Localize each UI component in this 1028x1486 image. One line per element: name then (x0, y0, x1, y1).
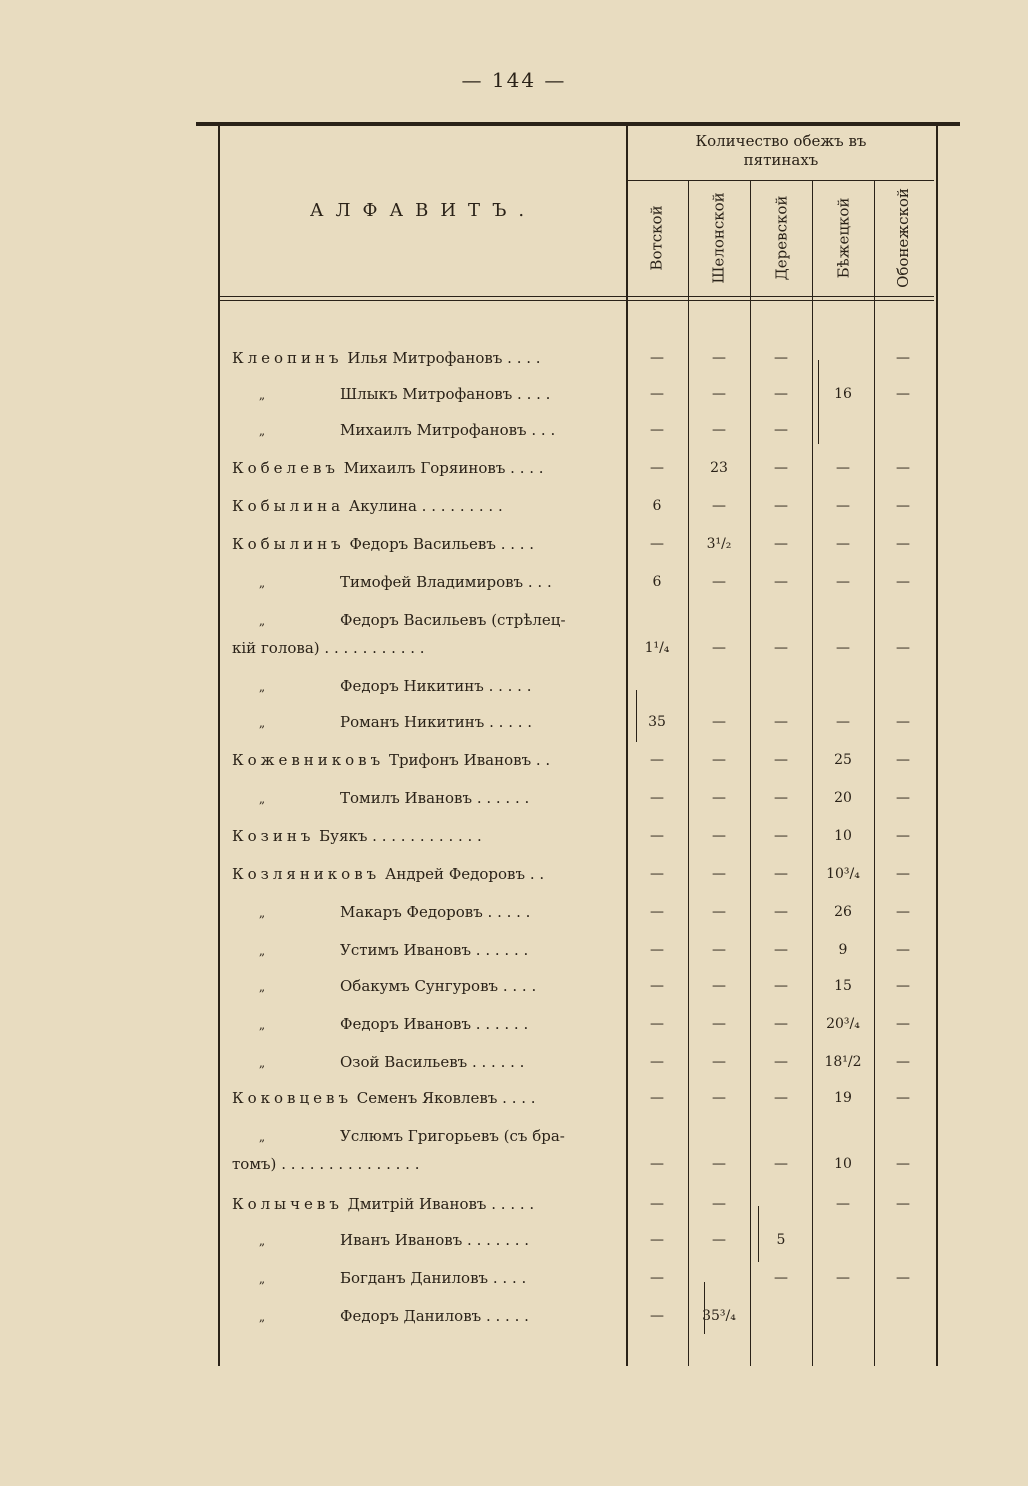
table-cell: — (650, 1156, 664, 1172)
table-cell: — (774, 422, 788, 438)
surname: Кожевниковъ (232, 751, 385, 769)
table-cell: — (712, 1156, 726, 1172)
table-cell: — (896, 574, 910, 590)
table-cell: — (896, 386, 910, 402)
table-cell: 20³/₄ (826, 1016, 860, 1032)
table-cell (875, 674, 931, 698)
leader-dots: . . . . (510, 459, 544, 477)
table-cell: — (712, 714, 726, 730)
leader-dots: . . . . . . (475, 1015, 529, 1033)
table-row (232, 710, 532, 734)
table-row (232, 974, 536, 998)
table-cell: 9 (838, 942, 848, 958)
table-cell: 1¹/₄ (644, 640, 670, 656)
leader-dots: . . . . . . . . . . . (324, 639, 425, 657)
given-name: томъ) (232, 1155, 277, 1173)
table-cell: — (712, 640, 726, 656)
table-row (232, 862, 544, 886)
table-cell: — (712, 866, 726, 882)
surname: Кобылинъ (232, 535, 345, 553)
given-name: Федоръ Васильевъ (стрѣлец- (340, 611, 566, 629)
quantity-header (628, 132, 934, 170)
table-cell: — (712, 978, 726, 994)
ditto-mark: „ (258, 576, 266, 590)
leader-dots: . . . . . . . . . (421, 497, 503, 515)
table-cell: — (896, 714, 910, 730)
table-cell: — (650, 350, 664, 366)
table-cell: — (712, 574, 726, 590)
table-cell: — (774, 350, 788, 366)
table-cell: — (896, 1054, 910, 1070)
table-cell (815, 1228, 871, 1252)
given-name: Обакумъ Сунгуровъ (340, 977, 499, 995)
given-name: Услюмъ Григорьевъ (съ бра- (340, 1127, 565, 1145)
table-cell: — (650, 1196, 664, 1212)
ditto-mark: „ (258, 980, 266, 994)
table-row (232, 1192, 534, 1216)
table-cell: 26 (834, 904, 852, 920)
given-name: кій голова) (232, 639, 320, 657)
table-cell: — (712, 498, 726, 514)
table-cell: 23 (710, 460, 728, 476)
table-cell: — (650, 536, 664, 552)
table-cell: — (896, 1196, 910, 1212)
ditto-mark: „ (258, 906, 266, 920)
table-row (232, 636, 425, 660)
table-cell: — (650, 904, 664, 920)
table-cell: — (774, 460, 788, 476)
given-name: Михаилъ Горяиновъ (343, 459, 506, 477)
table-cell (753, 1124, 809, 1148)
leader-dots: . . . . (502, 977, 537, 995)
table-cell: — (774, 942, 788, 958)
table-row (232, 1152, 419, 1176)
leader-dots: . . . . . (488, 677, 532, 695)
table-cell: — (712, 904, 726, 920)
table-cell (753, 1192, 809, 1216)
table-cell (753, 674, 809, 698)
table-cell (815, 674, 871, 698)
table-cell: — (836, 1270, 850, 1286)
table-cell (691, 1266, 747, 1290)
table-cell: 10 (834, 1156, 852, 1172)
leader-dots: . . . . . (485, 1307, 529, 1325)
column-divider (750, 180, 751, 1366)
table-cell: 19 (834, 1090, 852, 1106)
table-cell: — (774, 574, 788, 590)
table-cell: — (774, 714, 788, 730)
column-header-votskoy: Вотской (648, 205, 666, 271)
ditto-mark: „ (258, 1130, 266, 1144)
leader-dots: . . . . . . (476, 789, 530, 807)
surname: Колычевъ (232, 1195, 343, 1213)
table-cell: — (896, 904, 910, 920)
ditto-mark: „ (258, 792, 266, 806)
table-cell: — (896, 350, 910, 366)
table-cell: — (650, 1016, 664, 1032)
table-cell: — (650, 790, 664, 806)
leader-dots: . . . . . . . (467, 1231, 530, 1249)
given-name: Макаръ Федоровъ (340, 903, 483, 921)
given-name: Андрей Федоровъ (384, 865, 526, 883)
leader-dots: . . . . (500, 535, 535, 553)
ditto-mark: „ (258, 680, 266, 694)
leader-dots: . . . . . . (475, 941, 529, 959)
table-cell: — (774, 498, 788, 514)
table-row (232, 786, 529, 810)
table-row (232, 1228, 529, 1252)
given-name: Дмитрій Ивановъ (347, 1195, 487, 1213)
table-cell: — (896, 866, 910, 882)
leader-dots: . . (529, 865, 545, 883)
table-cell: — (650, 422, 664, 438)
table-cell: — (896, 498, 910, 514)
header-divider (626, 126, 628, 1366)
given-name: Федоръ Ивановъ (340, 1015, 471, 1033)
table-row (232, 1012, 528, 1036)
column-divider (688, 180, 689, 1366)
table-cell: — (712, 386, 726, 402)
table-cell (629, 1124, 685, 1148)
given-name: Акулина (348, 497, 417, 515)
given-name: Тимофей Владимировъ (340, 573, 524, 591)
table-cell: — (650, 942, 664, 958)
leader-dots: . . . (527, 573, 552, 591)
table-cell: — (896, 1270, 910, 1286)
table-row (232, 938, 528, 962)
given-name: Озой Васильевъ (340, 1053, 468, 1071)
ditto-mark: „ (258, 388, 266, 402)
table-cell: — (650, 752, 664, 768)
leader-dots: . . . . . . . . . . . . (372, 827, 482, 845)
quantity-header-line1: Количество обежъ въ (695, 132, 867, 150)
given-name: Шлыкъ Митрофановъ (340, 385, 513, 403)
table-cell: 10³/₄ (826, 866, 860, 882)
table-cell: — (650, 978, 664, 994)
table-cell: — (896, 828, 910, 844)
table-cell (691, 674, 747, 698)
table-cell: — (774, 1054, 788, 1070)
table-cell (815, 1304, 871, 1328)
table-cell: — (650, 828, 664, 844)
table-cell: — (712, 752, 726, 768)
table-cell: — (896, 536, 910, 552)
table-cell: 35³/₄ (702, 1308, 736, 1324)
leader-dots: . . . . . . (471, 1053, 525, 1071)
given-name: Устимъ Ивановъ (340, 941, 472, 959)
given-name: Федоръ Васильевъ (349, 535, 496, 553)
table-cell: — (836, 640, 850, 656)
table-cell: — (712, 350, 726, 366)
quantity-header-line2: пятинахъ (743, 151, 819, 169)
table-cell (875, 1304, 931, 1328)
table-cell: — (774, 790, 788, 806)
page-number: — 144 — (461, 68, 567, 92)
table-row (232, 1124, 565, 1148)
table-cell: — (896, 640, 910, 656)
alphabet-header: АЛФАВИТЪ. (309, 200, 537, 221)
table-cell: — (712, 828, 726, 844)
table-cell (753, 1304, 809, 1328)
table-cell: — (712, 1196, 726, 1212)
table-cell (691, 608, 747, 632)
surname: Кобылина (232, 497, 345, 515)
table-cell: — (650, 1054, 664, 1070)
table-cell: — (836, 498, 850, 514)
table-cell: — (712, 1054, 726, 1070)
leader-dots: . . . (531, 421, 556, 439)
table-cell: — (836, 714, 850, 730)
surname: Козинъ (232, 827, 315, 845)
header-bottom-rule (220, 296, 934, 297)
table-cell: — (896, 752, 910, 768)
table-cell: — (774, 536, 788, 552)
table-cell: — (836, 574, 850, 590)
given-name: Романъ Никитинъ (340, 713, 485, 731)
given-name: Иванъ Ивановъ (340, 1231, 463, 1249)
table-cell (875, 1228, 931, 1252)
table-cell: — (650, 1308, 664, 1324)
table-cell: 6 (652, 498, 662, 514)
table-row (232, 608, 566, 632)
surname: Кобелевъ (232, 459, 339, 477)
table-row (232, 532, 534, 556)
table-frame (218, 126, 938, 1366)
given-name: Трифонъ Ивановъ (388, 751, 532, 769)
table-cell: — (650, 1090, 664, 1106)
leader-dots: . . . . (502, 1089, 536, 1107)
column-divider (812, 180, 813, 1366)
given-name: Михаилъ Митрофановъ (340, 421, 527, 439)
table-cell (815, 1124, 871, 1148)
table-cell: — (896, 1090, 910, 1106)
quantity-subrule (628, 180, 934, 181)
table-cell: — (774, 1016, 788, 1032)
table-cell: — (774, 866, 788, 882)
table-cell (875, 1124, 931, 1148)
table-cell (875, 608, 931, 632)
surname: Клеопинъ (232, 349, 343, 367)
table-cell: — (712, 422, 726, 438)
table-cell: — (774, 1090, 788, 1106)
table-cell: 6 (652, 574, 662, 590)
table-row (232, 748, 550, 772)
leader-dots: . . (535, 751, 551, 769)
table-cell: — (774, 828, 788, 844)
table-cell: — (896, 978, 910, 994)
table-cell: — (712, 1016, 726, 1032)
ditto-mark: „ (258, 716, 266, 730)
table-row (232, 1304, 529, 1328)
table-cell: 3¹/₂ (706, 536, 732, 552)
table-cell: — (650, 1232, 664, 1248)
ditto-mark: „ (258, 1310, 266, 1324)
table-cell: — (774, 1270, 788, 1286)
table-row (232, 382, 550, 406)
table-cell (815, 608, 871, 632)
table-row (232, 900, 530, 924)
table-cell: — (712, 790, 726, 806)
given-name: Семенъ Яковлевъ (356, 1089, 498, 1107)
table-cell: — (712, 1232, 726, 1248)
given-name: Федоръ Никитинъ (340, 677, 484, 695)
table-cell: — (650, 1270, 664, 1286)
table-cell (691, 1124, 747, 1148)
leader-dots: . . . . (517, 385, 551, 403)
table-row (232, 1086, 536, 1110)
leader-dots: . . . . (492, 1269, 527, 1287)
table-cell (815, 346, 871, 370)
table-cell (629, 674, 685, 698)
table-cell: — (774, 978, 788, 994)
table-cell (629, 608, 685, 632)
leader-dots: . . . . . (489, 713, 533, 731)
table-row (232, 346, 541, 370)
ditto-mark: „ (258, 424, 266, 438)
table-cell: 20 (834, 790, 852, 806)
table-cell: — (650, 460, 664, 476)
table-row (232, 494, 503, 518)
table-cell: 15 (834, 978, 852, 994)
ditto-mark: „ (258, 944, 266, 958)
given-name: Богданъ Даниловъ (340, 1269, 489, 1287)
leader-dots: . . . . . . . . . . . . . . . (281, 1155, 420, 1173)
table-row (232, 824, 482, 848)
table-cell: — (650, 866, 664, 882)
table-cell: 35 (648, 714, 666, 730)
table-cell: — (896, 1016, 910, 1032)
leader-dots: . . . . . (487, 903, 531, 921)
table-cell (815, 418, 871, 442)
table-cell: 10 (834, 828, 852, 844)
table-cell: — (896, 942, 910, 958)
table-cell: — (774, 904, 788, 920)
table-cell: — (896, 1156, 910, 1172)
table-cell: — (774, 1156, 788, 1172)
leader-dots: . . . . . (491, 1195, 535, 1213)
table-cell (875, 418, 931, 442)
given-name: Томилъ Ивановъ (340, 789, 473, 807)
table-row (232, 418, 555, 442)
leader-dots: . . . . (507, 349, 541, 367)
surname: Коковцевъ (232, 1089, 353, 1107)
table-cell: — (896, 460, 910, 476)
table-row (232, 674, 532, 698)
ditto-mark: „ (258, 614, 266, 628)
table-cell: — (774, 386, 788, 402)
surname: Козляниковъ (232, 865, 381, 883)
column-header-obonezhskoy: Обонежской (894, 188, 912, 288)
header-bottom-rule-2 (220, 300, 934, 301)
table-row (232, 570, 552, 594)
given-name: Илья Митрофановъ (347, 349, 503, 367)
table-cell (753, 608, 809, 632)
ditto-mark: „ (258, 1234, 266, 1248)
table-cell: 25 (834, 752, 852, 768)
ditto-mark: „ (258, 1272, 266, 1286)
table-row (232, 456, 544, 480)
given-name: Федоръ Даниловъ (340, 1307, 482, 1325)
table-cell: — (836, 1196, 850, 1212)
table-row (232, 1050, 524, 1074)
ditto-mark: „ (258, 1018, 266, 1032)
table-cell: — (650, 386, 664, 402)
table-cell: — (712, 1090, 726, 1106)
given-name: Буякъ (319, 827, 368, 845)
table-cell: — (836, 536, 850, 552)
table-cell: — (774, 640, 788, 656)
table-cell: 18¹/2 (824, 1054, 862, 1070)
table-cell: — (836, 460, 850, 476)
column-header-bezhetskoy: Бѣжецкой (834, 197, 853, 279)
table-row (232, 1266, 526, 1290)
table-cell: 16 (834, 386, 852, 402)
table-cell: — (774, 752, 788, 768)
column-header-shelonskoy: Шелонской (710, 192, 729, 284)
table-cell: — (712, 942, 726, 958)
ditto-mark: „ (258, 1056, 266, 1070)
table-cell: — (896, 790, 910, 806)
column-header-derevskoy: Деревской (772, 195, 790, 281)
table-cell: 5 (776, 1232, 786, 1248)
